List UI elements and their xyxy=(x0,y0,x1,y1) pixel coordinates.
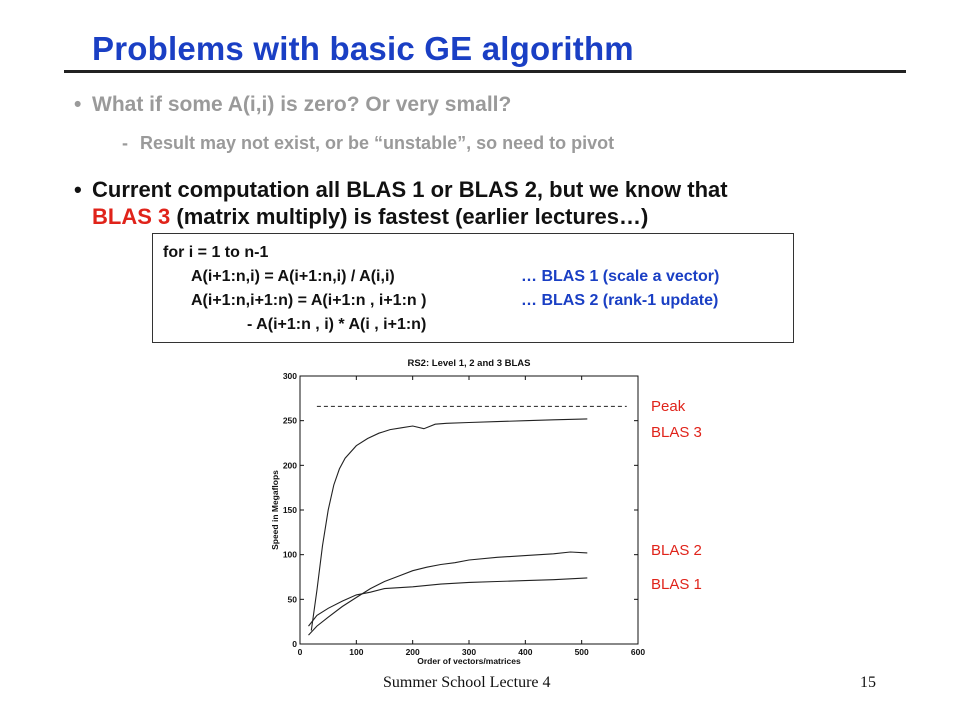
code-line-2: A(i+1:n,i) = A(i+1:n,i) / A(i,i) xyxy=(191,268,395,285)
code-box xyxy=(152,233,794,343)
plot-frame xyxy=(300,376,638,644)
legend-blas2: BLAS 2 xyxy=(651,542,702,559)
y-tick-label: 200 xyxy=(282,460,297,471)
code-comment-blas2: … BLAS 2 (rank-1 update) xyxy=(521,292,719,309)
y-tick-label: 100 xyxy=(282,549,297,560)
series-line-blas-1 xyxy=(309,578,588,626)
sub-bullet-1-text: Result may not exist, or be “unstable”, so need to pivot xyxy=(140,133,615,153)
blas-performance-chart xyxy=(262,350,662,672)
y-tick-label: 0 xyxy=(292,639,297,649)
bullet-2-line-1: Current computation all BLAS 1 or BLAS 2, but we know that xyxy=(92,177,728,202)
title-underline xyxy=(64,70,906,73)
x-axis-label: Order of vectors/matrices xyxy=(417,656,521,666)
page-number: 15 xyxy=(860,674,876,691)
series-line-blas-3 xyxy=(311,419,587,631)
code-line-4: - A(i+1:n , i) * A(i , i+1:n) xyxy=(247,316,427,333)
bullet-glyph: • xyxy=(74,93,82,116)
bullet-2-line-2-rest: (matrix multiply) is fastest (earlier lectures…) xyxy=(170,204,649,229)
code-line-3: A(i+1:n,i+1:n) = A(i+1:n , i+1:n ) xyxy=(191,292,427,309)
x-tick-label: 0 xyxy=(297,647,303,657)
legend-peak-line-1: Peak xyxy=(651,398,686,415)
x-tick-label: 500 xyxy=(574,647,589,657)
x-tick-label: 600 xyxy=(630,647,646,657)
x-tick-label: 100 xyxy=(349,647,364,657)
y-tick-label: 150 xyxy=(282,505,297,515)
legend-peak-line-2: BLAS 3 xyxy=(651,424,702,441)
x-tick-label: 300 xyxy=(461,647,477,657)
legend-blas1: BLAS 1 xyxy=(651,576,702,593)
footer-lecture: Summer School Lecture 4 xyxy=(383,674,551,691)
series-line-blas-2 xyxy=(309,552,588,635)
bullet-2 xyxy=(74,176,728,230)
bullet-2-line-2 xyxy=(74,203,728,230)
chart-title: RS2: Level 1, 2 and 3 BLAS xyxy=(407,358,531,369)
y-tick-label: 50 xyxy=(287,594,297,605)
sub-bullet-glyph: - xyxy=(122,133,128,153)
blas3-highlight: BLAS 3 xyxy=(92,204,171,229)
code-line-1: for i = 1 to n-1 xyxy=(163,244,269,261)
slide-title: Problems with basic GE algorithm xyxy=(92,30,634,67)
chart-svg xyxy=(262,350,662,672)
y-tick-label: 250 xyxy=(282,415,297,426)
y-axis-label: Speed in Megaflops xyxy=(270,470,280,550)
x-tick-label: 200 xyxy=(405,647,420,657)
y-tick-label: 300 xyxy=(282,371,297,381)
bullet-glyph: • xyxy=(74,177,82,202)
code-comment-blas1: … BLAS 1 (scale a vector) xyxy=(521,268,720,285)
x-tick-label: 400 xyxy=(518,647,533,657)
bullet-1 xyxy=(74,93,511,117)
sub-bullet-1 xyxy=(122,133,614,154)
bullet-1-text: What if some A(i,i) is zero? Or very small? xyxy=(92,93,512,116)
